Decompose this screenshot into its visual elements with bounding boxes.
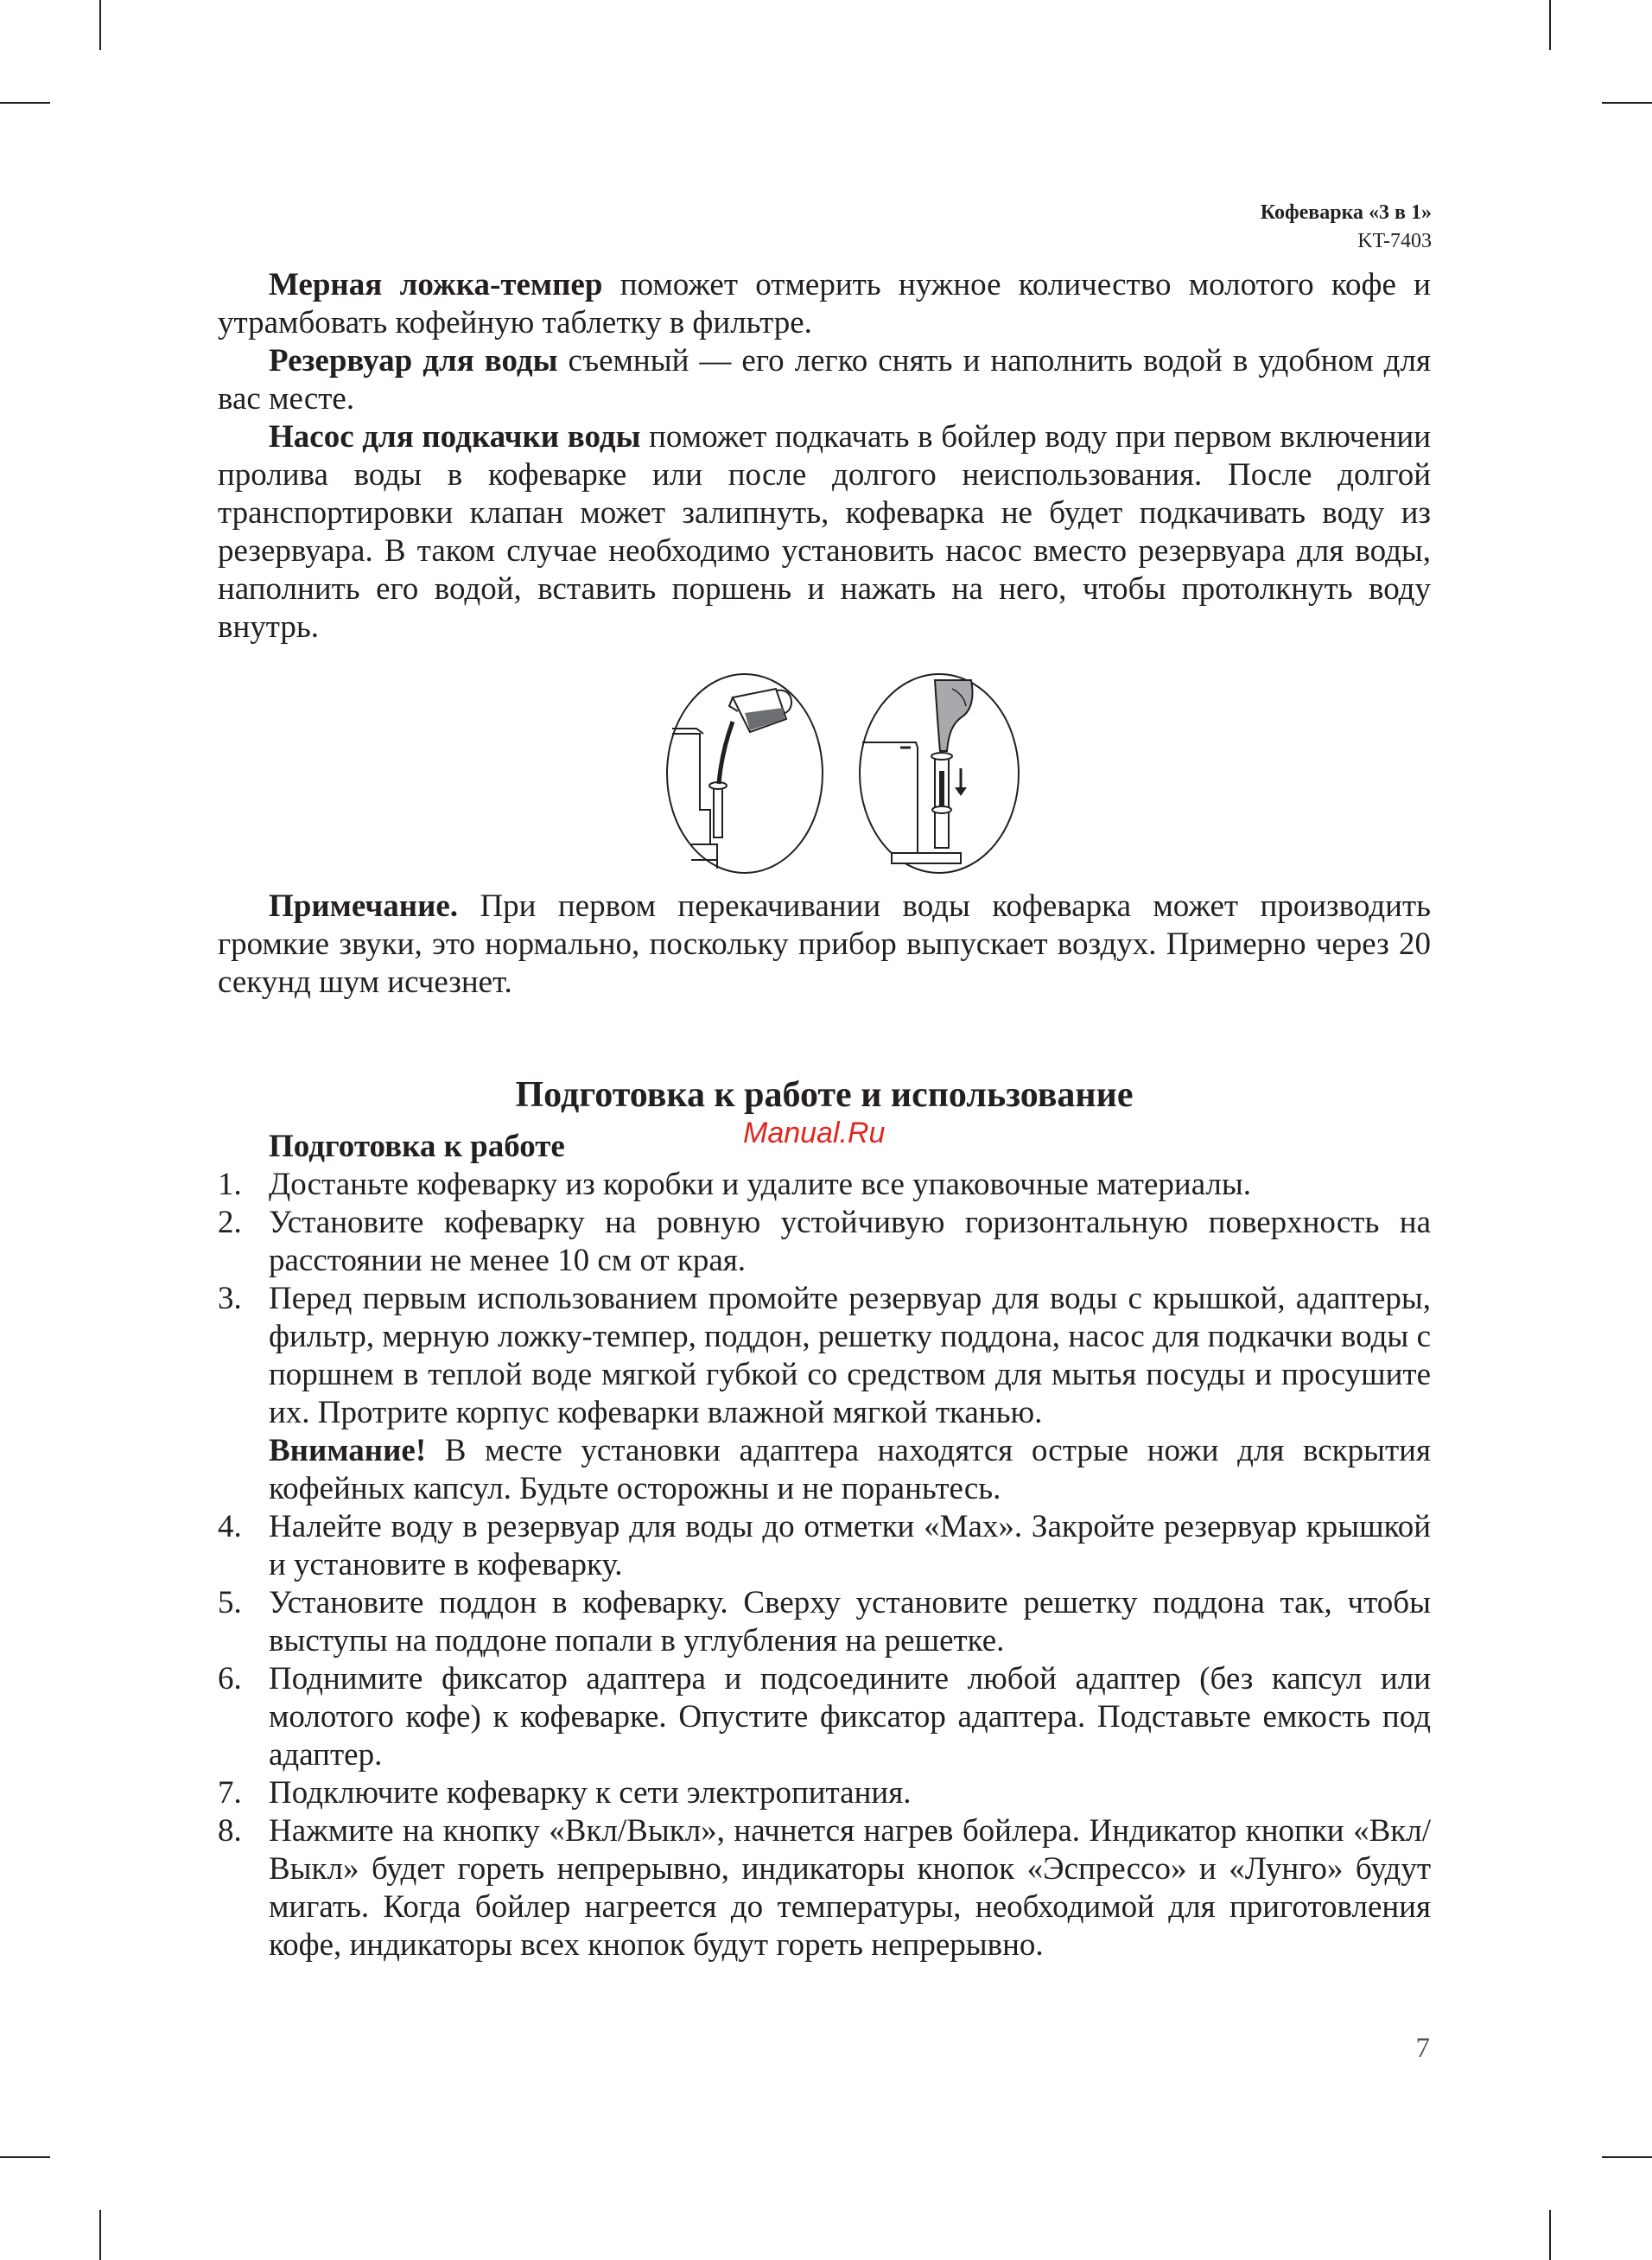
step-number: 6. xyxy=(218,1661,242,1697)
note-text: При первом перекачивании воды кофеварка может производить громкие звуки, это нормально, поскольку прибор выпускает воздух. Примерно через 20 секунд шум исчезнет. xyxy=(218,888,1431,1000)
header-product: Кофеварка «3 в 1» xyxy=(1260,201,1432,224)
step-text: Нажмите на кнопку «Вкл/Выкл», начнется нагрев бойлера. Индикатор кнопки «Вкл/Выкл» будет гореть непрерывно, индикаторы кнопок «Эспрессо» и «Лунго» будут мигать. Когда бойлер нагреется до температуры, необходимой для приготовления кофе, индикаторы всех кнопок будут гореть непрерывно. xyxy=(269,1813,1431,1963)
paragraph-water-tank xyxy=(218,342,1431,418)
note-paragraph xyxy=(218,888,1431,1002)
header-model: KT-7403 xyxy=(1357,230,1432,252)
step-number: 7. xyxy=(218,1775,242,1811)
step-text: Подключите кофеварку к сети электропитания. xyxy=(269,1775,912,1811)
step-text: Перед первым использованием промойте резервуар для воды с крышкой, адаптеры, фильтр, мерную ложку-темпер, поддон, решетку поддона, насос для подкачки воды с поршнем в теплой воде мягкой губкой со средством для мытья посуды и просушите их. Протрите корпус кофеварки влажной мягкой тканью. xyxy=(269,1281,1431,1430)
crop-mark xyxy=(0,2156,50,2158)
subsection-title: Подготовка к работе xyxy=(269,1129,565,1164)
term-water-tank: Резервуар для воды xyxy=(269,343,558,379)
running-header xyxy=(1261,199,1432,256)
warning-term: Внимание! xyxy=(269,1433,427,1468)
warning-body: В месте установки адаптера находятся острые ножи для вскрытия кофейных капсул. Будьте осторожны и не пораньтесь. xyxy=(269,1433,1431,1506)
list-item xyxy=(218,1584,1431,1660)
pour-water-illustration xyxy=(665,672,825,875)
step-text: Установите кофеварку на ровную устойчивую горизонтальную поверхность на расстоянии не менее 10 см от края. xyxy=(269,1205,1431,1278)
step-number: 1. xyxy=(218,1167,242,1202)
text-tamper: поможет отмерить нужное количество молотого кофе и утрамбовать кофейную таблетку в фильтре. xyxy=(218,267,1431,341)
list-item xyxy=(218,1660,1431,1774)
step-text: Поднимите фиксатор адаптера и подсоедините любой адаптер (без капсул или молотого кофе) к кофеварке. Опустите фиксатор адаптера. Подставьте емкость под адаптер. xyxy=(269,1661,1431,1773)
list-item xyxy=(218,1166,1431,1204)
crop-mark xyxy=(1549,0,1551,50)
paragraph-tamper xyxy=(218,266,1431,342)
press-piston-illustration xyxy=(857,672,1021,875)
crop-mark xyxy=(1549,2210,1551,2260)
crop-mark xyxy=(1602,102,1652,104)
page-number: 7 xyxy=(1415,2033,1430,2064)
watermark: Manual.Ru xyxy=(743,1117,886,1149)
list-item xyxy=(218,1774,1431,1812)
text-water-tank: съемный — его легко снять и наполнить водой в удобном для вас месте. xyxy=(218,343,1431,417)
section-title: Подготовка к работе и использование xyxy=(515,1075,1134,1115)
crop-mark xyxy=(99,2210,101,2260)
step-text: Установите поддон в кофеварку. Сверху установите решетку поддона так, чтобы выступы на поддоне попали в углубления на решетке. xyxy=(269,1585,1431,1658)
step-number: 2. xyxy=(218,1205,242,1240)
step-text: Налейте воду в резервуар для воды до отметки «Max». Закройте резервуар крышкой и установите в кофеварку. xyxy=(269,1509,1431,1582)
list-item xyxy=(218,1812,1431,1964)
illustration-figure xyxy=(218,672,1431,888)
term-tamper: Мерная ложка-темпер xyxy=(269,267,603,302)
list-item xyxy=(218,1280,1431,1508)
warning-text xyxy=(269,1433,1431,1506)
step-text: Достаньте кофеварку из коробки и удалите все упаковочные материалы. xyxy=(269,1167,1252,1202)
term-pump: Насос для подкачки воды xyxy=(269,419,641,455)
step-number: 3. xyxy=(218,1281,242,1316)
crop-mark xyxy=(99,0,101,50)
note-term: Примечание. xyxy=(269,888,459,924)
paragraph-pump xyxy=(218,418,1431,646)
step-number: 5. xyxy=(218,1585,242,1620)
steps-list xyxy=(218,1166,1431,1964)
crop-mark xyxy=(0,102,50,104)
list-item xyxy=(218,1204,1431,1280)
list-item xyxy=(218,1508,1431,1584)
step-number: 8. xyxy=(218,1813,242,1849)
crop-mark xyxy=(1602,2156,1652,2158)
page-content xyxy=(218,266,1431,1964)
text-pump: поможет подкачать в бойлер воду при первом включении пролива воды в кофеварке или после долгого неиспользования. После долгой транспортировки клапан может залипнуть, кофеварка не будет подкачивать воду из резервуара. В таком случае необходимо установить насос вместо резервуара для воды, наполнить его водой, вставить поршень и нажать на него, чтобы протолкнуть воду внутрь. xyxy=(218,419,1431,645)
step-number: 4. xyxy=(218,1509,242,1544)
